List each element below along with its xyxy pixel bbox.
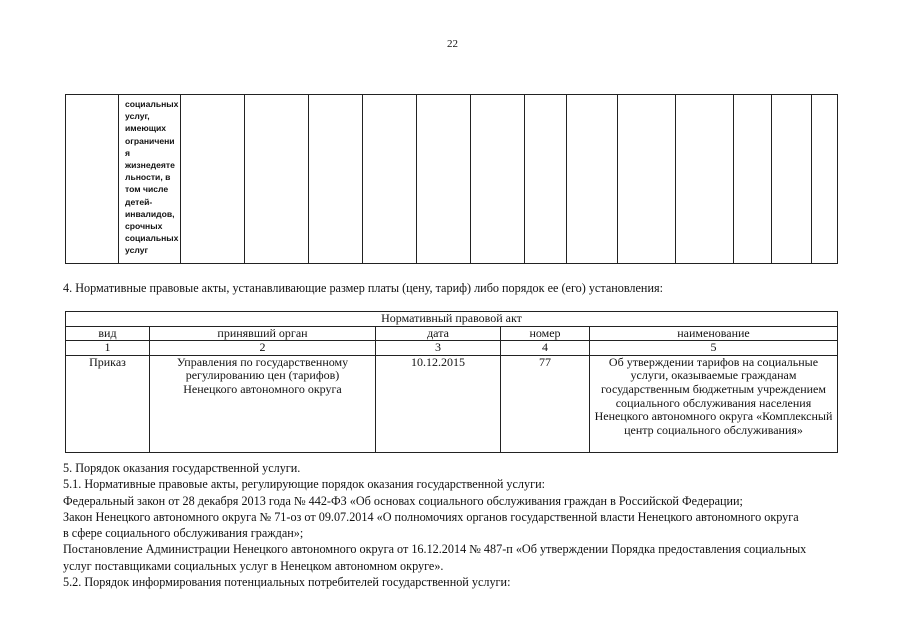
table-cell	[245, 95, 309, 264]
column-number: 5	[590, 341, 838, 356]
authority-line: Ненецкого автономного округа	[183, 381, 342, 396]
act-authority	[150, 355, 376, 452]
column-number: 2	[150, 341, 376, 356]
section5-line: Постановление Администрации Ненецкого автономного округа от 16.12.2014 № 487-п «Об утверждении Порядка предоставления социальных	[63, 542, 807, 557]
cell-line: социальных	[125, 99, 179, 109]
table-cell	[772, 95, 812, 264]
act-title	[590, 355, 838, 452]
table-cell	[618, 95, 676, 264]
table-cell	[309, 95, 363, 264]
fee-regulation-table	[65, 311, 838, 453]
column-header: принявший орган	[150, 326, 376, 341]
act-number: 77	[501, 355, 590, 452]
cell-line: детей-	[125, 196, 153, 207]
cell-line: ограничени	[125, 135, 175, 146]
cell-line: срочных	[125, 221, 163, 232]
cell-line: я	[125, 147, 131, 158]
act-type: Приказ	[66, 355, 150, 452]
act-date: 10.12.2015	[376, 355, 501, 452]
section5-line: услуг поставщиками социальных услуг в Ненецком автономном округе».	[63, 558, 444, 573]
title-line: социального обслуживания населения	[615, 395, 812, 410]
table-cell	[812, 95, 838, 264]
column-header: вид	[66, 326, 150, 341]
column-header: дата	[376, 326, 501, 341]
section5-line: 5.2. Порядок информирования потенциальных потребителей государственной услуги:	[63, 575, 511, 590]
cell-line: инвалидов,	[125, 208, 175, 219]
section5	[63, 460, 853, 590]
section4-heading: 4. Нормативные правовые акты, устанавливающие размер платы (цену, тариф) либо порядок ее (его) установления:	[63, 281, 663, 295]
section5-heading: 5. Порядок оказания государственной услуги.	[63, 461, 301, 475]
column-number: 1	[66, 341, 150, 356]
cell-line: имеющих	[125, 123, 167, 134]
title-line: Об утверждении тарифов на социальные	[608, 354, 819, 369]
column-number: 3	[376, 341, 501, 356]
cell-line: льности, в	[125, 172, 171, 183]
section5-line: в сфере социального обслуживания граждан»;	[63, 526, 304, 541]
section5-line: Закон Ненецкого автономного округа № 71-оз от 09.07.2014 «О полномочиях органов государственной власти Ненецкого автономного округа	[63, 509, 799, 524]
cell-line: жизнедеяте	[125, 160, 175, 171]
table-cell	[417, 95, 471, 264]
column-header: номер	[501, 326, 590, 341]
table-row	[66, 355, 838, 452]
table-cell	[525, 95, 567, 264]
section5-line: 5.1. Нормативные правовые акты, регулирующие порядок оказания государственной услуги:	[63, 477, 545, 492]
title-line: услуги, оказываемые гражданам	[630, 368, 797, 383]
cell-line: услуг	[125, 245, 149, 256]
cell-line: услуг,	[125, 111, 150, 122]
title-line: центр социального обслуживания»	[624, 422, 803, 437]
cell-line: том числе	[125, 184, 169, 195]
table-cell	[363, 95, 417, 264]
authority-line: Управления по государственному	[176, 354, 349, 369]
table-cell	[676, 95, 734, 264]
table-cell	[734, 95, 772, 264]
table-cell	[66, 95, 119, 264]
continuation-table	[65, 94, 838, 264]
page-number: 22	[447, 38, 458, 50]
group-header: Нормативный правовой акт	[66, 312, 838, 327]
title-line: Ненецкого автономного округа «Комплексный	[594, 409, 833, 424]
service-description-cell	[119, 95, 181, 264]
section5-line: Федеральный закон от 28 декабря 2013 года № 442-ФЗ «Об основах социального обслуживания граждан в Российской Федерации;	[63, 493, 743, 508]
title-line: государственным бюджетным учреждением	[601, 381, 826, 396]
column-number: 4	[501, 341, 590, 356]
authority-line: регулированию цен (тарифов)	[185, 368, 340, 383]
table-cell	[567, 95, 618, 264]
table-cell	[181, 95, 245, 264]
column-header: наименование	[590, 326, 838, 341]
table-cell	[471, 95, 525, 264]
cell-line: социальных	[125, 233, 179, 244]
